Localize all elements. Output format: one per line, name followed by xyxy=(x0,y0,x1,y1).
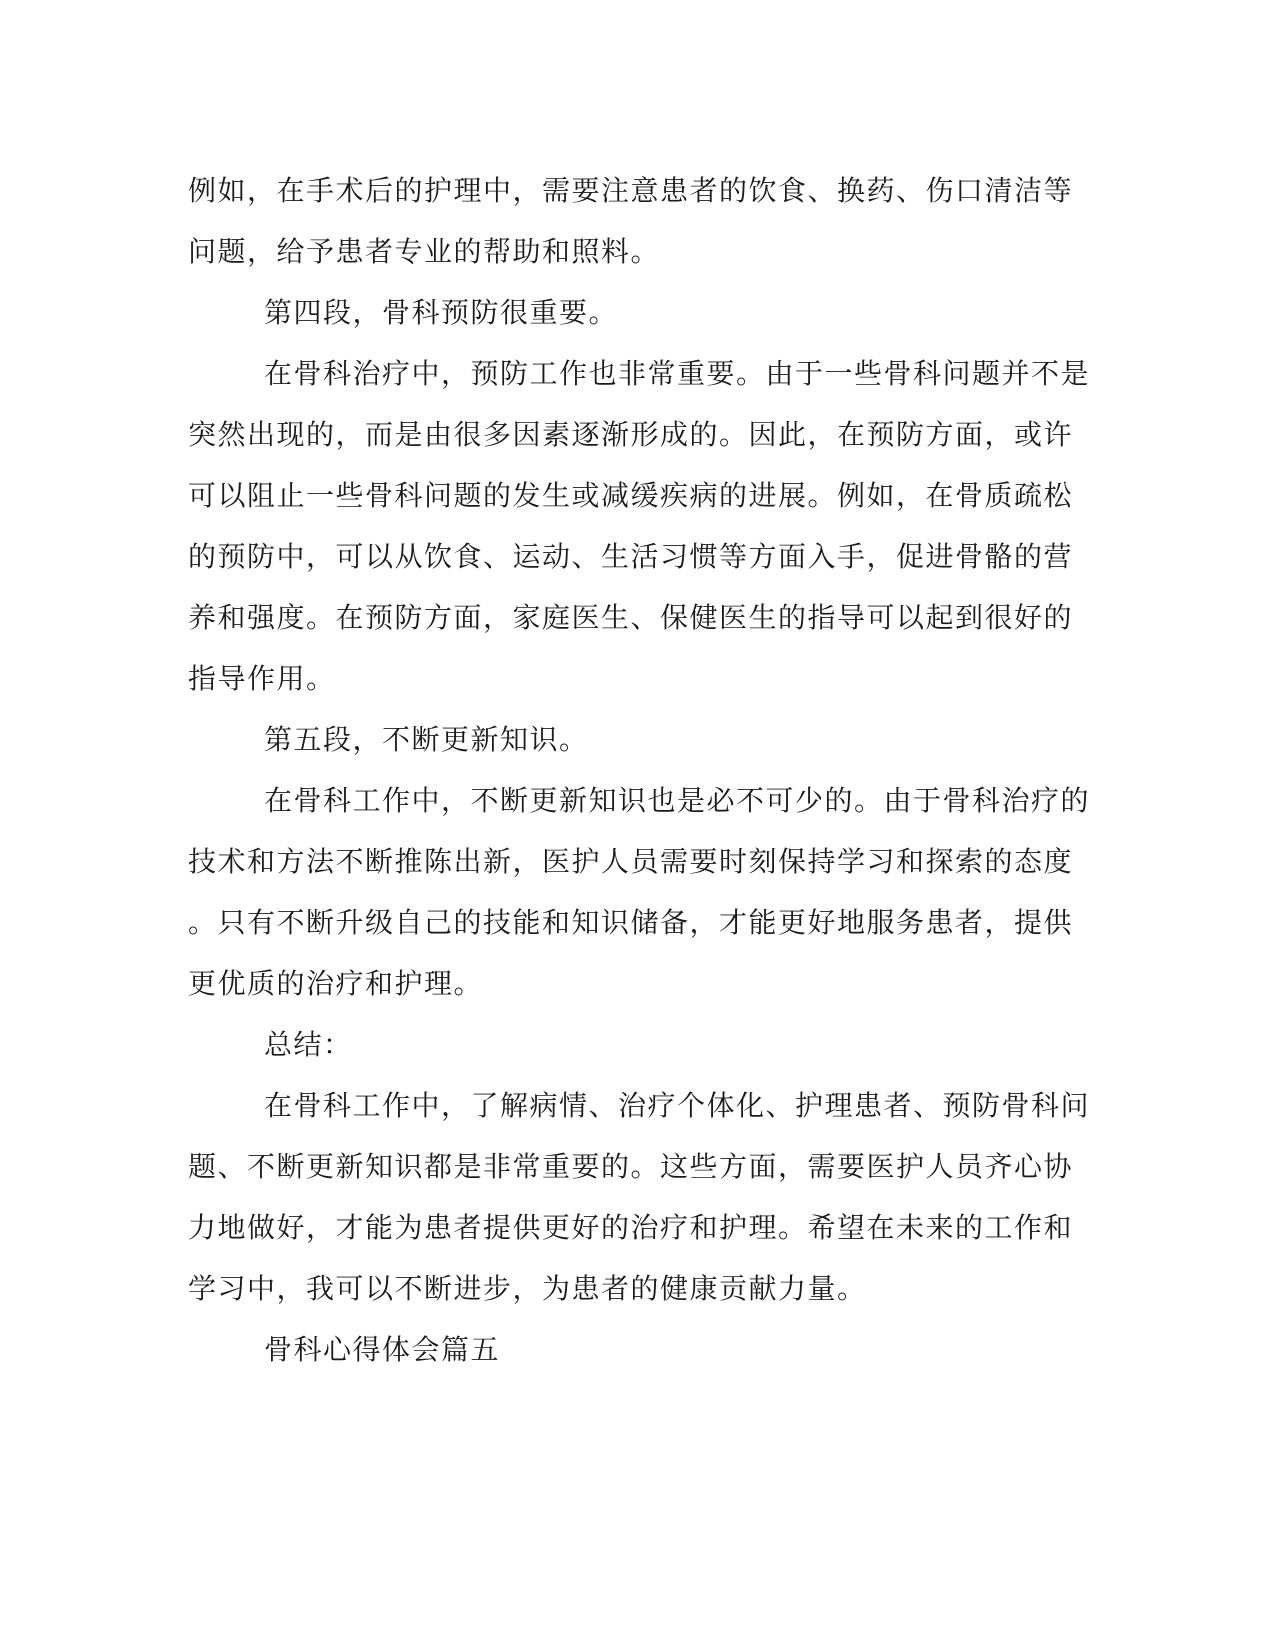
text-line: 养和强度。在预防方面，家庭医生、保健医生的指导可以起到很好的 xyxy=(188,601,1074,634)
text-line: 技术和方法不断推陈出新，医护人员需要时刻保持学习和探索的态度 xyxy=(188,845,1074,878)
section-heading: 第四段，骨科预防很重要。 xyxy=(264,296,619,329)
text-line: 更优质的治疗和护理。 xyxy=(188,967,484,1000)
text-line: 在骨科工作中，不断更新知识也是必不可少的。由于骨科治疗的 xyxy=(264,784,1091,817)
section-heading: 骨科心得体会篇五 xyxy=(264,1333,501,1366)
text-line: 。只有不断升级自己的技能和知识储备，才能更好地服务患者，提供 xyxy=(188,906,1074,939)
document-body xyxy=(188,160,1091,1380)
text-line: 力地做好，才能为患者提供更好的治疗和护理。希望在未来的工作和 xyxy=(188,1211,1074,1244)
text-line: 例如，在手术后的护理中，需要注意患者的饮食、换药、伤口清洁等 xyxy=(188,174,1074,207)
text-line: 突然出现的，而是由很多因素逐渐形成的。因此，在预防方面，或许 xyxy=(188,418,1074,451)
text-line: 指导作用。 xyxy=(188,662,336,695)
text-line: 学习中，我可以不断进步，为患者的健康贡献力量。 xyxy=(188,1272,867,1305)
text-line: 在骨科治疗中，预防工作也非常重要。由于一些骨科问题并不是 xyxy=(264,357,1091,390)
text-line: 的预防中，可以从饮食、运动、生活习惯等方面入手，促进骨骼的营 xyxy=(188,540,1074,573)
text-line: 题、不断更新知识都是非常重要的。这些方面，需要医护人员齐心协 xyxy=(188,1150,1074,1183)
text-line: 可以阻止一些骨科问题的发生或减缓疾病的进展。例如，在骨质疏松 xyxy=(188,479,1074,512)
section-heading: 总结： xyxy=(264,1028,353,1061)
section-heading: 第五段，不断更新知识。 xyxy=(264,723,589,756)
text-line: 在骨科工作中，了解病情、治疗个体化、护理患者、预防骨科问 xyxy=(264,1089,1091,1122)
text-line: 问题，给予患者专业的帮助和照料。 xyxy=(188,235,661,268)
